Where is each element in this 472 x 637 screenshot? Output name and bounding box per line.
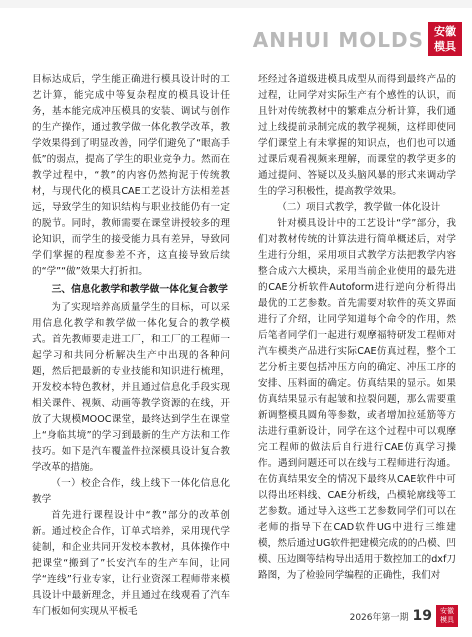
left-column	[32, 72, 230, 620]
paragraph: 针对模具设计中的工艺设计“学”部分，我们对教材传统的计算法进行简单概述后，对学生进行分组，采用项目式教学方法把教学内容整合成六大模块，采用当前企业使用的最先进的CAE分析软件Autoform进行逆向分析得出最优的工艺参数。首先需要对软件的英文界面进行了介绍，让同学知道每个命令的作用，然后笔者同学们一起进行观摩福特研发工程师对汽车模类产品进行实际CAE仿真过程，整个工艺分析主要包括冲压方向的确定、冲压工序的安排、压料面的确定。仿真结果的显示。如果仿真结果显示有起皱和拉裂问题，那么需要重新调整模具圆角等参数，或者增加拉延筋等方法进行重新设计，同学在这个过程中可以观摩完工程师的做法后自行进行CAE仿真学习操作。遇到问题还可以在线与工程师进行沟通。在仿真结果安全的情况下最终从CAE软件中可以得出坯料线、CAE分析线，凸模轮廓线等工艺参数。通过导入这些工艺参数同学们可以在老师的指导下在CAD软件UG中进行三维建模，然后通过UG软件把建模完成的的凸模、凹模、压边圈等结构导出适用于数控加工的dxf刀路图，为了检验同学编程的正确性，我们对	[258, 218, 456, 581]
issue-label: 2026年第一期	[349, 612, 409, 623]
paragraph: 为了实现培养高质量学生的目标，可以采用信息化教学和教学做一体化复合的教学模式。首先教师要走进工厂，和工厂的工程师一起学习和共同分析解决生产中出现的各种问题，然后把最新的专业技能和知识进行梳理，开发校本特色教材，并且通过信息化手段实现相关课件、视频、动画等教学资源的在线，开放了大规模MOOC课堂，最终达到学生在课堂上“身临其境”的学习到最新的生产方法和工作技巧。如下是汽车覆盖件拉深模具设计复合教学改革的措施。	[32, 302, 230, 473]
header-bar	[0, 0, 472, 8]
subsection-heading: （一）校企合作，线上线下一体化信息化教学	[32, 478, 230, 505]
subsection-heading: （二）项目式教学，教学做一体化设计	[277, 202, 441, 213]
footer-logo-line1: 安徽	[440, 607, 454, 615]
page-footer	[350, 605, 458, 627]
logo-text-line1: 安徽	[434, 25, 456, 38]
footer-logo-line2: 模具	[440, 616, 454, 624]
paragraph: 坯经过各道级进模具成型从而得到最终产品的过程，让同学对实际生产有个感性的认识，而且针对传统教材中的繁难点分析计算，我们通过上线提前录制完成的教学视频，这样即使同学们课堂上有未掌握的知识点，也们也可以通过课后观看视频来理解，而课堂的教学更多的通过提问、答疑以及头脑风暴的形式来调动学生的学习积极性，提高教学效果。	[258, 74, 456, 197]
page-number: 19	[412, 608, 432, 624]
section-heading: 三、信息化教学和教学做一体化复合教学	[51, 284, 228, 295]
footer-logo	[436, 605, 458, 627]
magazine-brand: ANHUI MOLDS	[252, 28, 424, 52]
logo-text-line2: 模具	[434, 40, 456, 53]
magazine-logo	[428, 22, 462, 56]
paragraph: 首先进行课程设计中“教”部分的改革创新。通过校企合作，订单式培养，采用现代学徒制，和企业共同开发校本教材，具体操作中把课堂“搬到了”长安汽车的生产车间，让同学“连线”行业专家，让行业资深工程师带来模具设计中最新理念，并且通过在线观看了汽车车门板如何实现从平板毛	[32, 510, 230, 617]
right-column	[258, 72, 456, 584]
paragraph: 目标达成后，学生能正确进行模具设计时的工艺计算，能完成中等复杂程度的模具设计任务，基本能完成冲压模具的安装、调试与创作的生产操作，通过教学做一体化教学改革，教学效果得到了明显改善，同学们避免了“眼高手低”的弱点，提高了学生的职业竞争力。然而在教学过程中，“教”的内容仍然拘泥于传统教材，与现代化的模具CAE工艺设计方法相差甚远，导致学生的知识结构与职业技能仍有一定的脱节。同时，教师需要在课堂讲授较多的理论知识，而学生的接受能力具有差异，导致同学们掌握的程度参差不齐，这直接导致后续的“学”“做”效果大打折扣。	[32, 74, 230, 277]
